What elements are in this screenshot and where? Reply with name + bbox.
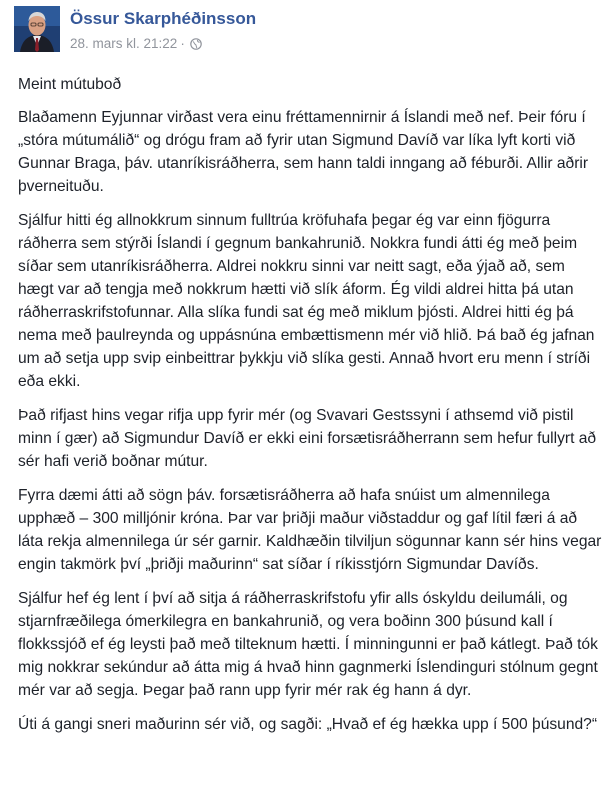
post-paragraph: Það rifjast hins vegar rifja upp fyrir mér (og Svavari Gestssyni í athsemd við pistil minn í gær) að Sigmundur Davíð er ekki eini forsætisráðherrann sem hefur fullyrt að sér hafi verið boðnar mútur. bbox=[18, 407, 597, 470]
post-paragraph: Úti á gangi sneri maðurinn sér við, og sagði: „Hvað ef ég hækka upp í 500 þúsund?“ bbox=[18, 716, 598, 733]
meta-separator: · bbox=[180, 36, 185, 51]
post-body bbox=[18, 73, 603, 747]
post-header bbox=[14, 6, 594, 52]
post-paragraph: Fyrra dæmi átti að sögn þáv. forsætisráðherra að hafa snúist um almennilega upphæð – 300 milljónir króna. Þar var þriðji maður viðstaddur og gaf lítil færi á að láta rekja almennilega úr sér garnir. Kaldhæðin tilviljun sögunnar kann sér hins vegar engin takmörk því „þriðji maðurinn“ sat síðar í ríkisstjórn Sigmundar Davíðs. bbox=[18, 487, 602, 573]
post-paragraph: Sjálfur hef ég lent í því að sitja á ráðherraskrifstofu yfir alls óskyldu deilumáli, og stjarnfræðilega ómerkilegra en bankahrunið, og vera boðinn 300 þúsund kall í flokkssjóð ef ég leysti það með tilteknum hætti. Í minningunni er það kátlegt. Það tók mig nokkrar sekúndur að átta mig á hvað hinn gagnmerki Íslendinguri stólnum gegnt mér var að segja. Þegar það rann upp fyrir mér rak ég hann á dyr. bbox=[18, 590, 598, 699]
post-title: Meint mútuboð bbox=[18, 76, 122, 93]
author-name[interactable]: Össur Skarphéðinsson bbox=[70, 9, 257, 28]
post-meta bbox=[70, 36, 202, 53]
avatar[interactable] bbox=[14, 6, 60, 52]
avatar-portrait bbox=[14, 6, 60, 52]
post-paragraph: Sjálfur hitti ég allnokkrum sinnum fulltrúa kröfuhafa þegar ég var einn fjögurra ráðherra sem stýrði Íslandi í gegnum bankahrunið. Nokkra fundi átti ég með þeim síðar sem utanríkisráðherra. Aldrei nokkru sinni var neitt sagt, eða ýjað að, sem hægt var að tengja með nokkrum hætti við slík áform. Ég vildi aldrei hitta þá utan ráðherraskrifstofunnar. Alla slíka fundi sat ég með miklum þjósti. Aldrei hitti ég þá nema með þaulreynda og uppásnúna embættismenn mér við hlið. Þá bað ég jafnan um að setja upp svip einbeittrar þykkju við slíka gesti. Annað hvort eru menn í stríði eða ekki. bbox=[18, 212, 595, 390]
post-timestamp[interactable]: 28. mars kl. 21:22 bbox=[70, 36, 178, 51]
globe-icon[interactable] bbox=[190, 38, 202, 53]
post-paragraph: Blaðamenn Eyjunnar virðast vera einu fréttamennirnir á Íslandi með nef. Þeir fóru í „stóra mútumálið“ og drógu fram að fyrir utan Sigmund Davíð var líka lyft korti við Gunnar Braga, þáv. utanríkisráðherra, sem hann taldi inngang að féburði. Allir aðrir þverneituðu. bbox=[18, 109, 589, 195]
